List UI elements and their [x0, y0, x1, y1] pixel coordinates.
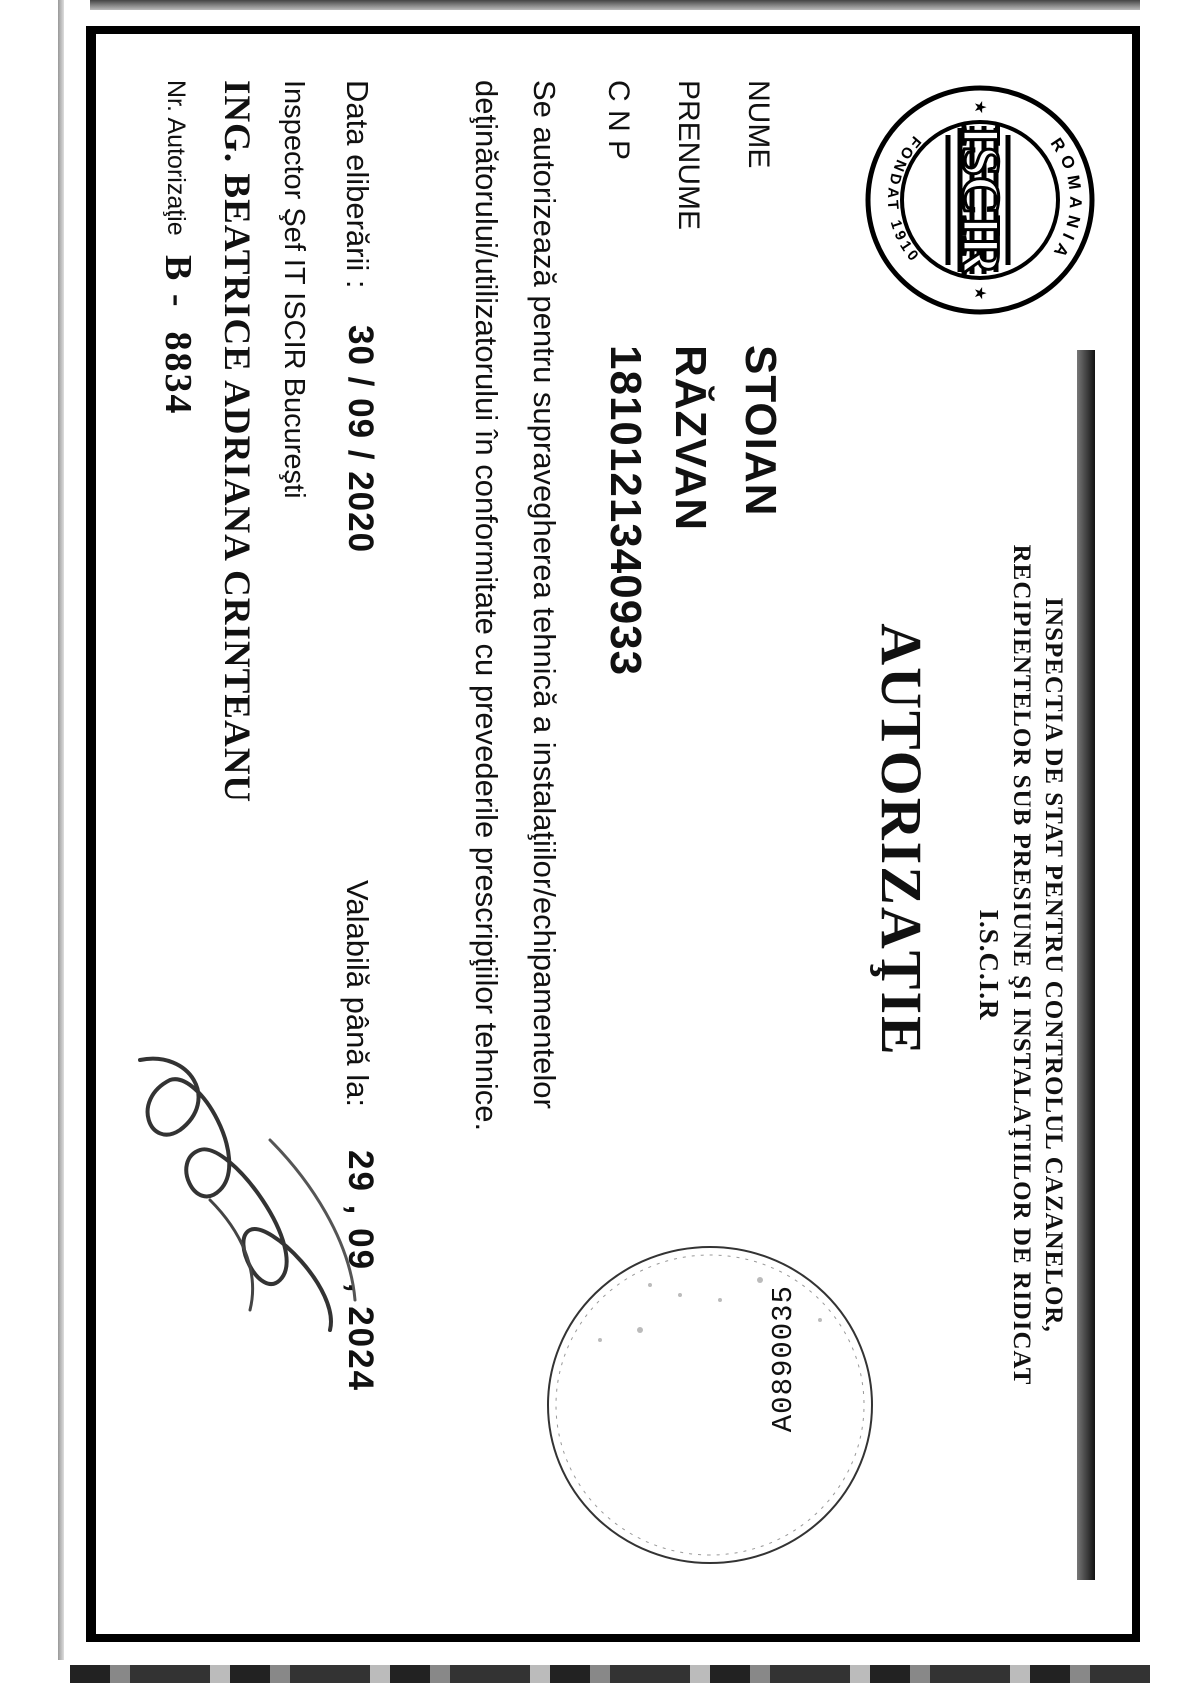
header-bar: [1077, 350, 1095, 1580]
prenume-value: RĂZVAN: [666, 345, 715, 532]
authorization-number-label: Nr. Autorizaţie: [162, 80, 190, 236]
svg-text:★: ★: [971, 100, 988, 115]
scan-edge-bottom: [70, 1665, 1150, 1683]
signature-icon: [120, 1040, 370, 1340]
header-line-2: RECIPIENTELOR SUB PRESIUNE ŞI INSTALAŢIILOR DE RIDICAT: [1008, 544, 1035, 1386]
authorization-number-value: B - 8834: [157, 255, 199, 416]
issue-date-label: Data eliberării :: [340, 80, 375, 289]
iscir-emblem-icon: [860, 80, 1100, 320]
header-line-1: INSPECTIA DE STAT PENTRU CONTROLUL CAZANELOR,: [1040, 597, 1067, 1333]
official-stamp-icon: [540, 1240, 880, 1570]
scan-edge-top: [90, 0, 1140, 10]
issue-date-value: 30 / 09 / 2020: [341, 325, 380, 554]
header-line-3: I.S.C.I.R: [974, 909, 1004, 1021]
emblem-center-text: ISCIR: [951, 124, 1011, 276]
stamp-code: A0890035: [767, 1285, 800, 1433]
document-title: AUTORIZAŢIE: [869, 623, 934, 1057]
valid-until-label: Valabilă până la:: [340, 880, 375, 1107]
cnp-value: 1810121340933: [601, 345, 650, 677]
inspector-name: ING. BEATRICE ADRIANA CRINTEANU: [216, 80, 257, 804]
emblem-top-text: ROMANIA: [1046, 134, 1086, 266]
inspector-title: Inspector Şef IT ISCIR Bucureşti: [278, 80, 310, 499]
scan-edge-left: [58, 0, 64, 1660]
authorization-card: [130, 50, 1130, 1610]
header: [973, 340, 1095, 1590]
valid-until-value: 29 , 09 , 2024: [341, 1150, 380, 1393]
emblem-bottom-text: FONDAT 1910: [883, 132, 925, 268]
authorization-text: Se autorizează pentru supravegherea tehnică a instalaţiilor/echipamentelor deţinătorului/utilizatorului în conformitate cu prevederile prescripţiilor tehnice.: [469, 80, 562, 1132]
nume-label: NUME: [742, 80, 775, 169]
svg-text:★: ★: [971, 286, 988, 301]
prenume-label: PRENUME: [672, 80, 705, 231]
nume-value: STOIAN: [736, 345, 785, 517]
cnp-label: C N P: [602, 80, 635, 161]
